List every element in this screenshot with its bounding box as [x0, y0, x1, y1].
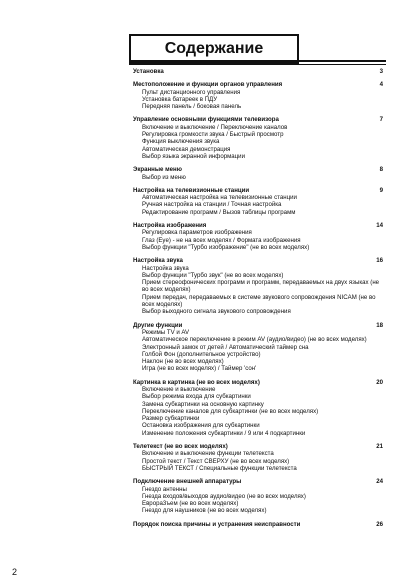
toc-entry — [133, 116, 385, 160]
toc-page-number: 7 — [379, 116, 383, 124]
toc-entry — [133, 443, 385, 472]
toc-subitem: Редактирование программ / Вызов таблицы программ — [142, 208, 296, 216]
toc-entry — [133, 379, 385, 437]
toc-section-title: Настройка звука — [133, 257, 183, 265]
toc-subitem: Выбор из меню — [142, 173, 186, 181]
toc-subitem: Ручная настройка на станции / Точная настройка — [142, 201, 282, 209]
toc-page-number: 21 — [376, 443, 383, 451]
toc-subitem: Голбой Фон (дополнительное устройство) — [142, 350, 261, 358]
toc-section-title: Экранные меню — [133, 166, 182, 174]
toc-entry — [133, 81, 385, 110]
toc-entry-heading — [133, 443, 385, 450]
toc-section-title: Установка — [133, 68, 164, 75]
toc-entry-heading — [133, 81, 385, 88]
toc-page-number: 9 — [379, 186, 383, 194]
toc-entry-heading — [133, 187, 385, 194]
toc-subitem: Гнезда входов/выходов аудио/видео (не во всех моделях) — [142, 492, 306, 500]
toc-section-title: Местоположение и функции органов управления — [133, 81, 283, 89]
toc-subitem: Размер субкартинки — [142, 415, 200, 423]
toc-subitem: Изменение положения субкартинки / 9 или 4 подкартинки — [142, 429, 306, 437]
toc-section-title: Управление основными функциями телевизора — [133, 116, 279, 124]
toc-subitem: Выбор режима входа для субкартинки — [142, 393, 251, 401]
toc-entry-heading — [133, 379, 385, 386]
toc-subitem: Выбор выходного сигнала звукового сопровождения — [142, 308, 291, 316]
toc-subitem: Передняя панель / боковая панель — [142, 103, 242, 111]
toc-section-title: Картинка в картинка (не во всех моделях) — [133, 378, 260, 386]
toc-subitem: Гнездо для наушников (не во всех моделях) — [142, 507, 267, 515]
toc-subitem: Настройка звука — [142, 264, 189, 272]
toc-entry-heading — [133, 166, 385, 173]
toc-subitem: Включение и выключение функции телетекста — [142, 450, 274, 458]
toc-subitem: Регулировка параметров изображения — [142, 229, 252, 237]
toc-entry — [133, 257, 385, 315]
toc-subitem: Переключение каналов для субкартинки (не во всех моделях) — [142, 407, 319, 415]
toc-subitem: Автоматическая настройка на телевизионные станции — [142, 194, 297, 202]
header-rule-secondary — [129, 64, 386, 65]
toc-entry — [133, 478, 385, 514]
toc-entry-heading — [133, 257, 385, 264]
toc-page-number: 3 — [379, 68, 383, 75]
toc-section-title: Подключение внешней аппаратуры — [133, 478, 242, 486]
toc-entry — [133, 521, 385, 528]
toc-page-number: 18 — [376, 321, 383, 329]
toc-subitem: Автоматическое переключение в режим AV (аудио/видео) (не во всех моделях) — [142, 336, 367, 344]
header-rule — [129, 60, 386, 62]
toc-subitem: Выбор языка экранной информации — [142, 152, 245, 160]
toc-section-title: Телетекст (не во всех моделях) — [133, 443, 228, 451]
toc-entry-heading — [133, 116, 385, 123]
toc-subitem: Автоматическая демонстрация — [142, 145, 231, 153]
toc-subitem: Остановка изображения для субкартинки — [142, 422, 260, 430]
toc-subitem: Включение и выключение — [142, 385, 216, 393]
toc-entry — [133, 222, 385, 251]
toc-page-number: 16 — [376, 257, 383, 265]
toc-subitem: Игра (не во всех моделях) / Таймер 'сон' — [142, 365, 257, 373]
toc-subitem: Включение и выключение / Переключение каналов — [142, 123, 288, 131]
toc-subitem: Функция выключения звука — [142, 138, 220, 146]
toc-section-title: Настройка на телевизионные станции — [133, 186, 250, 194]
toc-subitem: Наклон (не во всех моделях) — [142, 358, 224, 366]
toc-page-number: 8 — [379, 166, 383, 174]
toc-page-number: 24 — [376, 478, 383, 486]
table-of-contents — [133, 68, 385, 534]
toc-section-title: Другие функции — [133, 321, 183, 329]
toc-subitem: Выбор функции "Турбо изображение" (не во всех моделях) — [142, 243, 310, 251]
toc-entry-heading — [133, 68, 385, 75]
toc-subitem: Замена субкартинки на основную картинку — [142, 400, 264, 408]
toc-subitem: Режимы TV и AV — [142, 328, 190, 336]
toc-page-number: 20 — [376, 378, 383, 386]
toc-entry-heading — [133, 478, 385, 485]
toc-subitem: Еврора3ъем (не во всех моделях) — [142, 500, 239, 508]
toc-entry-heading — [133, 222, 385, 229]
toc-subitem: Глаз (Eye) - не на всех моделях / Формата изображения — [142, 236, 301, 244]
toc-section-title: Порядок поиска причины и устранения неисправности — [133, 520, 301, 528]
toc-subitem: Электронный замок от детей / Автоматический таймер сна — [142, 343, 309, 351]
toc-page-number: 4 — [379, 81, 383, 89]
toc-subitem: Регулировка громкости звука / Быстрый просмотр — [142, 131, 284, 139]
page-number: 2 — [12, 567, 18, 577]
toc-subitem: Прием передач, передаваемых в системе звукового сопровождения NICAM (не во всех моделях) — [142, 293, 376, 309]
toc-entry — [133, 68, 385, 75]
toc-entry — [133, 187, 385, 216]
toc-entry-heading — [133, 521, 385, 528]
page-title: Содержание — [129, 34, 299, 64]
toc-entry — [133, 322, 385, 373]
toc-subitem: Установка батареек в ПДУ — [142, 95, 218, 103]
toc-subitem: Прием стереофонических программ и программ, передаваемых на двух языках (не во всех моделях) — [142, 279, 380, 294]
toc-subitem: Выбор функции "Турбо звук" (не во всех моделях) — [142, 271, 284, 279]
toc-entry-heading — [133, 322, 385, 329]
toc-entry — [133, 166, 385, 181]
toc-page-number: 14 — [376, 222, 383, 230]
toc-subitem: Пульт дистанционного управления — [142, 88, 241, 96]
toc-page-number: 26 — [376, 520, 383, 528]
toc-subitem: Гнездо антенны — [142, 485, 187, 493]
toc-subitem: Простой текст / Текст СВЕРХУ (не во всех моделях) — [142, 457, 290, 465]
toc-section-title: Настройка изображения — [133, 222, 207, 230]
toc-subitem: БЫСТРЫЙ ТЕКСТ / Специальные функции телетекста — [142, 464, 297, 472]
